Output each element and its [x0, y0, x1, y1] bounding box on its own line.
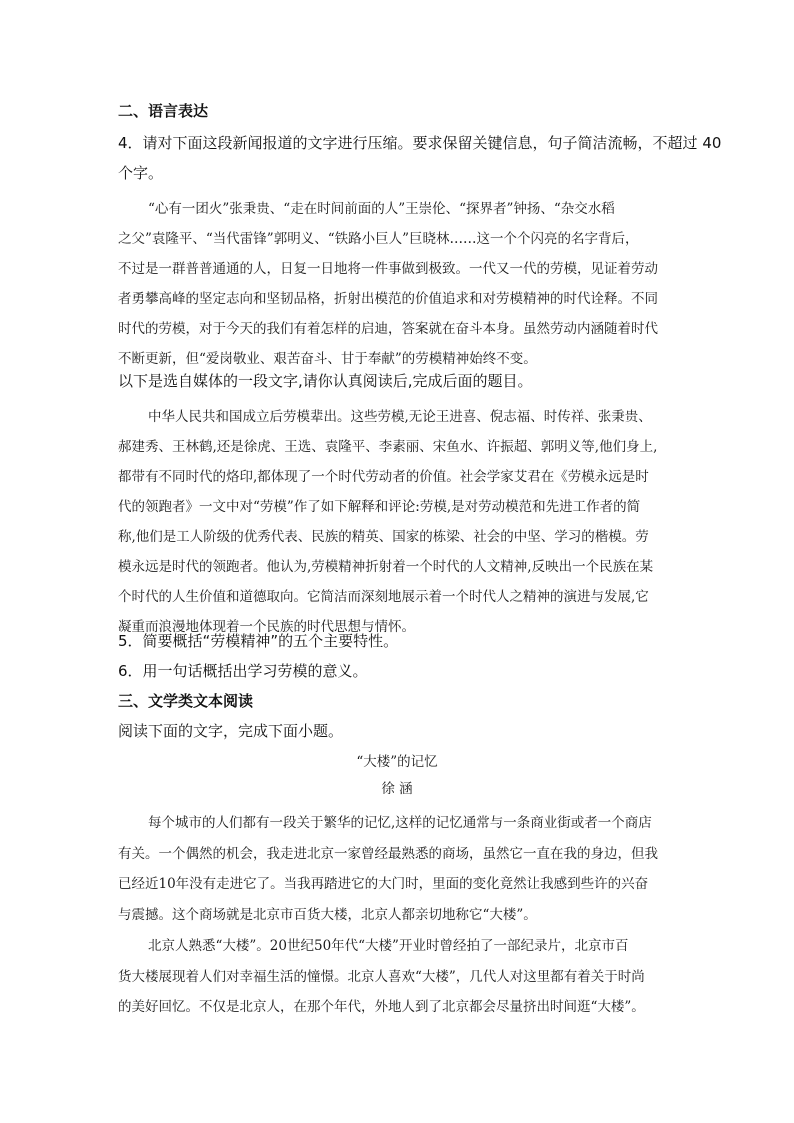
article-author: 徐 涵 [381, 781, 413, 797]
news-line: 不过是一群普普通通的人，日复一日地将一件事做到极致。一代又一代的劳模，见证着劳动 [118, 261, 658, 277]
article-line: 的美好回忆。不仅是北京人，在那个年代，外地人到了北京都会尽量挤出时间逛“大楼”。 [118, 999, 645, 1015]
article-line: 北京人熟悉“大楼”。20世纪50年代“大楼”开业时曾经拍了一部纪录片，北京市百 [148, 938, 629, 954]
news-line: 不断更新，但“爱岗敬业、艰苦奋斗、甘于奉献”的劳模精神始终不变。 [118, 351, 537, 367]
media-line: 代的领跑者》一文中对“劳模”作了如下解释和评论:劳模,是对劳动模范和先进工作者的简 [118, 499, 641, 515]
question-6: 6．用一句话概括出学习劳模的意义。 [118, 662, 368, 680]
question-4-line-2: 个字。 [118, 164, 164, 182]
article-title: “大楼”的记忆 [356, 754, 438, 770]
article-line: 与震撼。这个商场就是北京市百货大楼，北京人都亲切地称它“大楼”。 [118, 907, 537, 923]
media-line: 郝建秀、王林鹤,还是徐虎、王选、袁隆平、李素丽、宋鱼水、许振超、郭明义等,他们身上, [118, 439, 658, 455]
media-line: 中华人民共和国成立后劳模辈出。这些劳模,无论王进喜、倪志福、时传祥、张秉贵、 [148, 409, 652, 425]
media-line: 都带有不同时代的烙印,都体现了一个时代劳动者的价值。社会学家艾君在《劳模永远是时 [118, 469, 649, 485]
media-line: 凝重而浪漫地体现着一个民族的时代思想与情怀。 [118, 619, 415, 635]
news-line: 之父”袁隆平、“当代雷锋”郭明义、“铁路小巨人”巨晓林……这一个个闪亮的名字背后， [118, 231, 639, 247]
section-heading-literary: 三、文学类文本阅读 [118, 692, 254, 710]
media-line: 模永远是时代的领跑者。他认为,劳模精神折射着一个时代的人文精神,反映出一个民族在某 [118, 559, 654, 575]
news-line: 时代的劳模，对于今天的我们有着怎样的启迪，答案就在奋斗本身。虽然劳动内涵随着时代 [118, 321, 658, 337]
article-line: 有关。一个偶然的机会，我走进北京一家曾经最熟悉的商场，虽然它一直在我的身边，但我 [118, 846, 658, 862]
news-line: “心有一团火”张秉贵、“走在时间前面的人”王崇伦、“探界者”钟扬、“杂交水稻 [148, 201, 615, 217]
section-heading-language: 二、语言表达 [118, 102, 209, 120]
question-5: 5．简要概括“劳模精神”的五个主要特性。 [118, 632, 399, 650]
reading-instruction: 阅读下面的文字，完成下面小题。 [118, 722, 344, 740]
media-line: 称,他们是工人阶级的优秀代表、民族的精英、国家的栋梁、社会的中坚、学习的楷模。劳 [118, 529, 649, 545]
article-line: 已经近10年没有走进它了。当我再踏进它的大门时，里面的变化竟然让我感到些许的兴奋 [118, 876, 649, 892]
media-intro: 以下是选自媒体的一段文字,请你认真阅读后,完成后面的题目。 [118, 372, 533, 390]
media-line: 个时代的人生价值和道德取向。它简洁而深刻地展示着一个时代人之精神的演进与发展,它 [118, 589, 649, 605]
news-line: 者勇攀高峰的坚定志向和坚韧品格，折射出模范的价值追求和对劳模精神的时代诠释。不同 [118, 291, 658, 307]
article-line: 货大楼展现着人们对幸福生活的憧憬。北京人喜欢“大楼”，几代人对这里都有着关于时尚 [118, 969, 645, 985]
question-4-line-1: 4．请对下面这段新闻报道的文字进行压缩。要求保留关键信息，句子简洁流畅，不超过 40 [118, 134, 722, 152]
article-line: 每个城市的人们都有一段关于繁华的记忆,这样的记忆通常与一条商业街或者一个商店 [148, 815, 652, 831]
